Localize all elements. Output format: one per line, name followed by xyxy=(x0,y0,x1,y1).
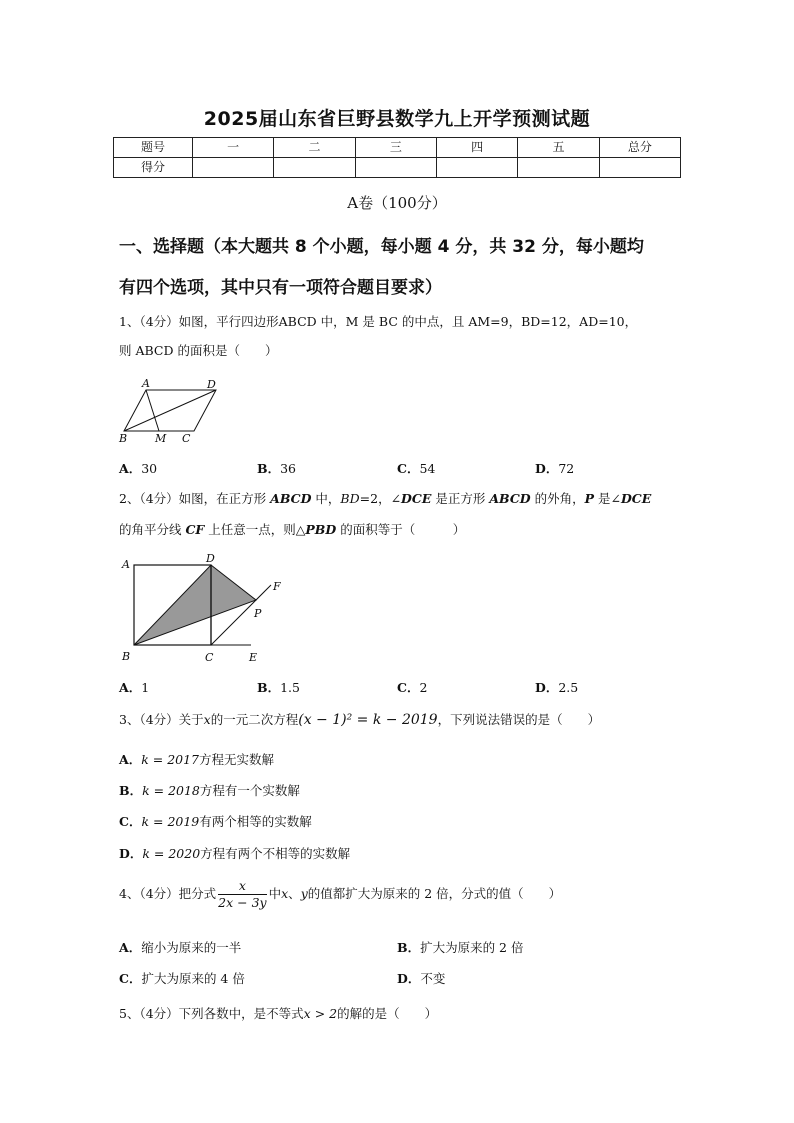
q1-label-a: A xyxy=(142,377,150,390)
q1-option-c: C．54 xyxy=(397,461,436,476)
score-table-header-cell: 总分 xyxy=(599,138,680,158)
q4-text: 4、（4分）把分式 $\frac{x}{2x - 3y}$ 中x、y的值都扩大为原来的 2 倍，分式的值（ ） xyxy=(119,878,562,910)
q2-label-d: D xyxy=(206,552,215,565)
score-table xyxy=(113,137,681,178)
q3-option-d: D．k = 2020方程有两个不相等的实数解 xyxy=(119,846,351,861)
q2-text-line2: 的角平分线 CF 上任意一点，则△PBD 的面积等于（ ） xyxy=(119,522,466,537)
score-cell xyxy=(518,158,599,178)
q3-option-a: A．k = 2017方程无实数解 xyxy=(119,752,275,767)
q2-square-figure xyxy=(116,550,296,668)
q1-option-b: B．36 xyxy=(257,461,296,476)
q2-label-e: E xyxy=(249,651,258,664)
q1-label-b: B xyxy=(119,432,128,444)
score-cell xyxy=(436,158,517,178)
score-table-header-row xyxy=(114,138,681,158)
score-table-score-row xyxy=(114,158,681,178)
q3-equation: (x − 1)² = k − 2019 xyxy=(298,712,438,728)
q2-option-b: B．1.5 xyxy=(257,680,300,695)
score-table-header-cell: 三 xyxy=(355,138,436,158)
q4-fraction: $\frac{x}{2x - 3y}$ xyxy=(218,878,267,910)
q4-option-c: C．扩大为原来的 4 倍 xyxy=(119,971,245,986)
q1-option-a: A．30 xyxy=(119,461,158,476)
q2-option-d: D．2.5 xyxy=(535,680,579,695)
q1-parallelogram-figure xyxy=(116,376,226,444)
q1-text-line2: 则 ABCD 的面积是（ ） xyxy=(119,343,278,358)
q1-label-d: D xyxy=(207,378,216,391)
q2-label-f: F xyxy=(273,580,281,593)
q2-label-c: C xyxy=(205,651,214,664)
q4-option-b: B．扩大为原来的 2 倍 xyxy=(397,940,524,955)
score-table-row-label: 得分 xyxy=(114,158,193,178)
q5-text: 5、（4分）下列各数中，是不等式x > 2的解的是（ ） xyxy=(119,1006,438,1021)
score-table-header-cell: 二 xyxy=(274,138,355,158)
q2-option-c: C．2 xyxy=(397,680,428,695)
score-cell xyxy=(355,158,436,178)
q1-label-c: C xyxy=(182,432,191,444)
q3-text: 3、（4分）关于x的一元二次方程(x − 1)² = k − 2019，下列说法错误的是（ ） xyxy=(119,712,601,728)
q3-option-b: B．k = 2018方程有一个实数解 xyxy=(119,783,300,798)
q2-label-a: A xyxy=(122,558,130,571)
score-table-header-cell: 一 xyxy=(193,138,274,158)
page-title: 2025届山东省巨野县数学九上开学预测试题 xyxy=(203,108,591,130)
score-cell xyxy=(274,158,355,178)
q2-option-a: A．1 xyxy=(119,680,150,695)
q3-option-c: C．k = 2019有两个相等的实数解 xyxy=(119,814,312,829)
section-a-heading: A卷（100分） xyxy=(347,194,447,212)
part1-heading-line2: 有四个选项，其中只有一项符合题目要求） xyxy=(119,278,442,298)
score-table-header-cell: 四 xyxy=(436,138,517,158)
q1-option-d: D．72 xyxy=(535,461,575,476)
q1-label-m: M xyxy=(155,432,167,444)
score-cell xyxy=(193,158,274,178)
q4-option-d: D．不变 xyxy=(397,971,446,986)
q2-label-p: P xyxy=(254,607,262,620)
q1-text-line1: 1、（4分）如图，平行四边形ABCD 中，M 是 BC 的中点，且 AM=9，BD=12，AD=10， xyxy=(119,314,638,329)
q4-option-a: A．缩小为原来的一半 xyxy=(119,940,242,955)
q2-label-b: B xyxy=(122,650,131,663)
score-table-header-cell: 题号 xyxy=(114,138,193,158)
score-cell xyxy=(599,158,680,178)
q2-text-line1: 2、（4分）如图，在正方形 ABCD 中，BD=2，∠DCE 是正方形 ABCD 的外角，P 是∠DCE xyxy=(119,491,652,506)
part1-heading-line1: 一、选择题（本大题共 8 个小题，每小题 4 分，共 32 分，每小题均 xyxy=(119,237,644,257)
score-table-header-cell: 五 xyxy=(518,138,599,158)
